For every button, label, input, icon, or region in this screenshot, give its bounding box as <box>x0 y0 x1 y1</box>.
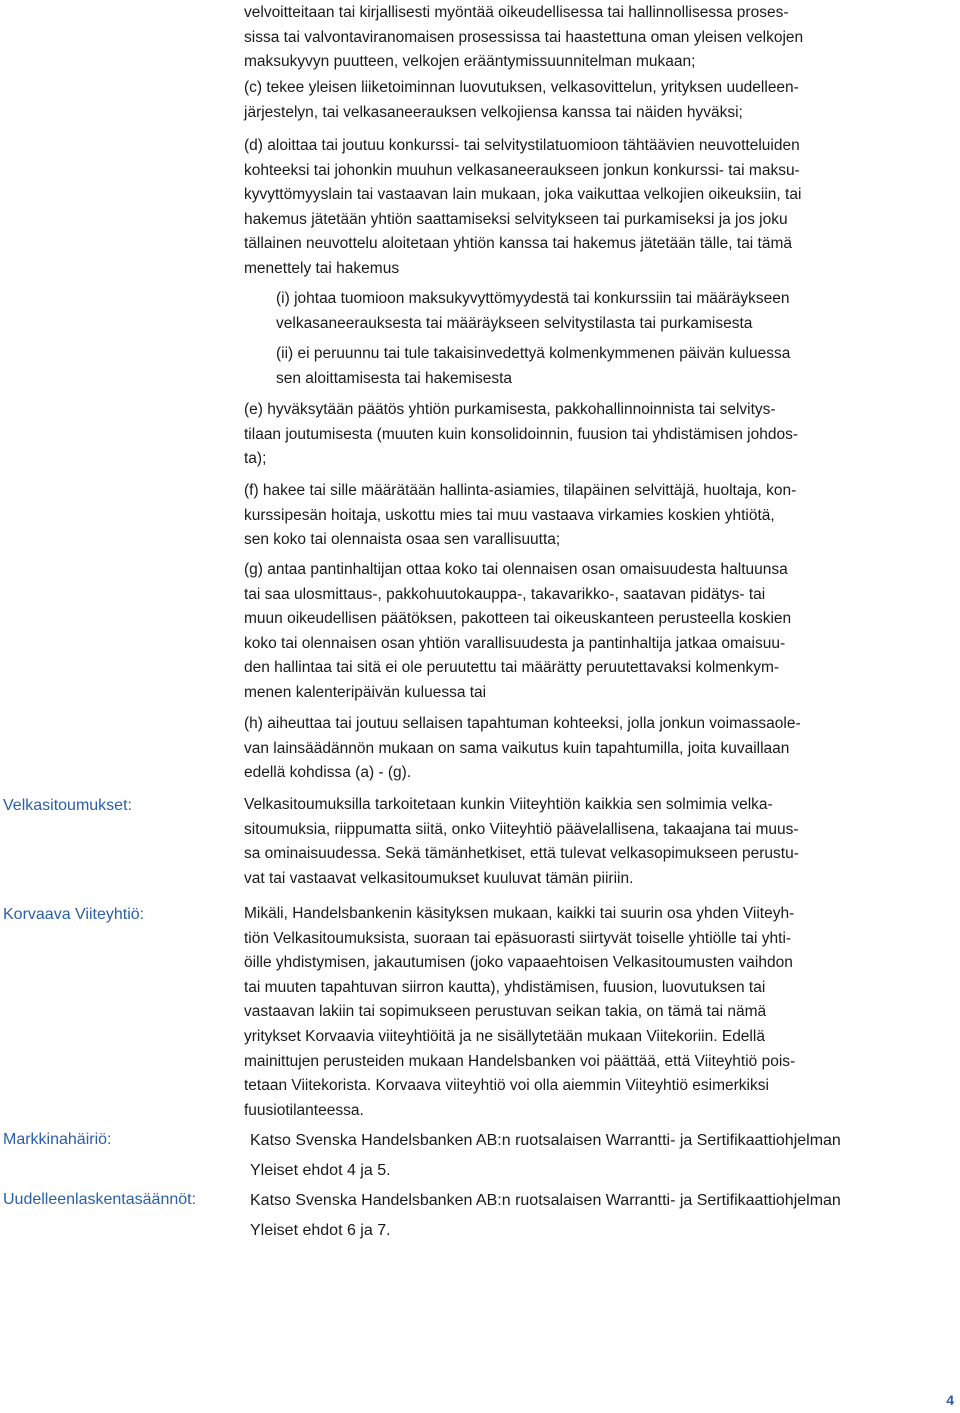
text-line: kohteeksi tai johonkin muuhun velkasaneeraukseen jonkun konkurssi- tai maksu- <box>244 161 800 179</box>
markkinahairio-paragraph <box>250 1126 930 1186</box>
text-line: muun oikeudellisen päätöksen, pakotteen tai oikeuskanteen perusteella koskien <box>244 610 792 628</box>
text-line: tällainen neuvottelu aloitetaan yhtiön kanssa tai hakemus jätetään tälle, tai tämä <box>244 235 793 253</box>
text-line: (d) aloittaa tai joutuu konkurssi- tai selvitystilatuomioon tähtäävien neuvotteluiden <box>244 137 800 154</box>
text-line: Yleiset ehdot 4 ja 5. <box>250 1162 391 1179</box>
text-line: van lainsäädännön mukaan on sama vaikutus kuin tapahtumilla, joita kuvaillaan <box>244 739 790 757</box>
text-line: sa ominaisuudessa. Sekä tämänhetkiset, että tulevat velkasopimukseen perustu- <box>244 845 799 863</box>
markkinahairio-label: Markkinahäiriö: <box>3 1131 112 1148</box>
text-line: sen koko tai olennaista osaa sen varallisuutta; <box>244 531 561 549</box>
item-h <box>244 712 874 786</box>
text-line: vastaavan lakiin tai sopimukseen perustuvan seikan takia, on tämä tai nämä <box>244 1003 767 1021</box>
text-line: menen kalenteripäivän kuluessa tai <box>244 683 487 701</box>
text-line: kurssipesän hoitaja, uskottu mies tai muu vastaava virkamies koskien yhtiötä, <box>244 506 775 524</box>
text-line: tetaan Viitekorista. Korvaava viiteyhtiö voi olla aiemmin Viiteyhtiö esimerkiksi <box>244 1077 769 1095</box>
korvaava-viiteyhtio-label: Korvaava Viiteyhtiö: <box>3 906 145 923</box>
item-d-i <box>276 287 876 336</box>
text-line: koko tai olennaisen osan yhtiön varallisuudesta ja pantinhaltija jatkaa omaisuu- <box>244 634 786 652</box>
text-line: velkasaneerauksesta tai määräykseen selvitystilasta tai purkamisesta <box>276 314 753 332</box>
text-line: mainittujen perusteiden mukaan Handelsbanken voi päättää, että Viiteyhtiö pois- <box>244 1052 796 1070</box>
text-line: maksukyvyn puutteen, velkojen erääntymissuunnitelman mukaan; <box>244 53 696 71</box>
text-line: (i) johtaa tuomioon maksukyvyttömyydestä tai konkurssiin tai määräykseen <box>276 290 790 307</box>
text-line: (g) antaa pantinhaltijan ottaa koko tai olennaisen osan omaisuudesta haltuunsa <box>244 561 788 578</box>
text-line: tai saa ulosmittaus-, pakkohuutokauppa-, takavarikko-, saatavan pidätys- tai <box>244 585 766 603</box>
text-line: tai muuten tapahtuvan siirron kautta), yhdistämisen, fuusion, luovutuksen tai <box>244 978 766 996</box>
velkasitoumukset-label: Velkasitoumukset: <box>3 797 132 814</box>
text-line: (f) hakee tai sille määrätään hallinta-asiamies, tilapäinen selvittäjä, huoltaja, kon- <box>244 482 797 499</box>
text-line: (ii) ei peruunnu tai tule takaisinvedettyä kolmenkymmenen päivän kuluessa <box>276 345 791 362</box>
item-g <box>244 558 874 706</box>
text-line: Yleiset ehdot 6 ja 7. <box>250 1222 391 1239</box>
velkasitoumukset-paragraph <box>244 793 874 891</box>
item-e <box>244 398 874 472</box>
text-line: järjestelyn, tai velkasaneerauksen velkojiensa kanssa tai näiden hyväksi; <box>244 103 743 121</box>
item-d <box>244 134 874 282</box>
text-line: (h) aiheuttaa tai joutuu sellaisen tapahtuman kohteeksi, jolla jonkun voimassaole- <box>244 715 801 732</box>
text-line: Velkasitoumuksilla tarkoitetaan kunkin Viiteyhtiön kaikkia sen solmimia velka- <box>244 796 773 813</box>
text-line: (e) hyväksytään päätös yhtiön purkamisesta, pakkohallinnoinnista tai selvitys- <box>244 401 776 418</box>
text-line: kyvyttömyyslain tai vastaavan lain mukaan, joka vaikuttaa velkojien oikeuksiin, tai <box>244 186 802 204</box>
text-line: ta); <box>244 450 267 468</box>
item-d-ii <box>276 342 876 391</box>
text-line: yritykset Korvaavia viiteyhtiöitä ja ne sisällytetään mukaan Viitekoriin. Edellä <box>244 1027 765 1045</box>
text-line: edellä kohdissa (a) - (g). <box>244 764 412 782</box>
text-line: hakemus jätetään yhtiön saattamiseksi selvitykseen tai purkamiseksi ja jos joku <box>244 210 788 228</box>
text-line: vat tai vastaavat velkasitoumukset kuuluvat tämän piiriin. <box>244 869 634 887</box>
text-line: Katso Svenska Handelsbanken AB:n ruotsalaisen Warrantti- ja Sertifikaattiohjelman <box>250 1132 841 1149</box>
item-c <box>244 76 874 125</box>
item-f <box>244 479 874 553</box>
text-line: menettely tai hakemus <box>244 259 400 277</box>
text-line: sen aloittamisesta tai hakemisesta <box>276 369 513 387</box>
text-line: tilaan joutumisesta (muuten kuin konsolidoinnin, fuusion tai yhdistämisen johdos- <box>244 425 799 443</box>
text-line: tiön Velkasitoumuksista, suoraan tai epäsuorasti siirtyvät toiselle yhtiölle tai yhti- <box>244 929 792 947</box>
text-line: fuusiotilanteessa. <box>244 1101 364 1119</box>
text-line: Mikäli, Handelsbankenin käsityksen mukaan, kaikki tai suurin osa yhden Viiteyh- <box>244 905 795 922</box>
page-number: 4 <box>946 1392 954 1408</box>
text-line: Katso Svenska Handelsbanken AB:n ruotsalaisen Warrantti- ja Sertifikaattiohjelman <box>250 1192 841 1209</box>
intro-paragraph <box>244 1 874 75</box>
text-line: sissa tai valvontaviranomaisen prosessissa tai haastettuna oman yleisen velkojen <box>244 28 804 46</box>
uudelleenlaskentasaannot-paragraph <box>250 1186 930 1246</box>
korvaava-viiteyhtio-paragraph <box>244 902 874 1123</box>
uudelleenlaskentasaannot-label: Uudelleenlaskentasäännöt: <box>3 1191 197 1208</box>
text-line: öille yhdistymisen, jakautumisen (joko vapaaehtoisen Velkasitoumusten vaihdon <box>244 954 793 972</box>
text-line: (c) tekee yleisen liiketoiminnan luovutuksen, velkasovittelun, yrityksen uudelleen- <box>244 79 799 96</box>
text-line: sitoumuksia, riippumatta siitä, onko Viiteyhtiö päävelallisena, takaajana tai muus- <box>244 820 799 838</box>
text-line: den hallintaa tai sitä ei ole peruutettu tai määrätty peruutettavaksi kolmenkym- <box>244 659 780 677</box>
text-line: velvoitteitaan tai kirjallisesti myöntää oikeudellisessa tai hallinnollisessa proses- <box>244 4 789 21</box>
